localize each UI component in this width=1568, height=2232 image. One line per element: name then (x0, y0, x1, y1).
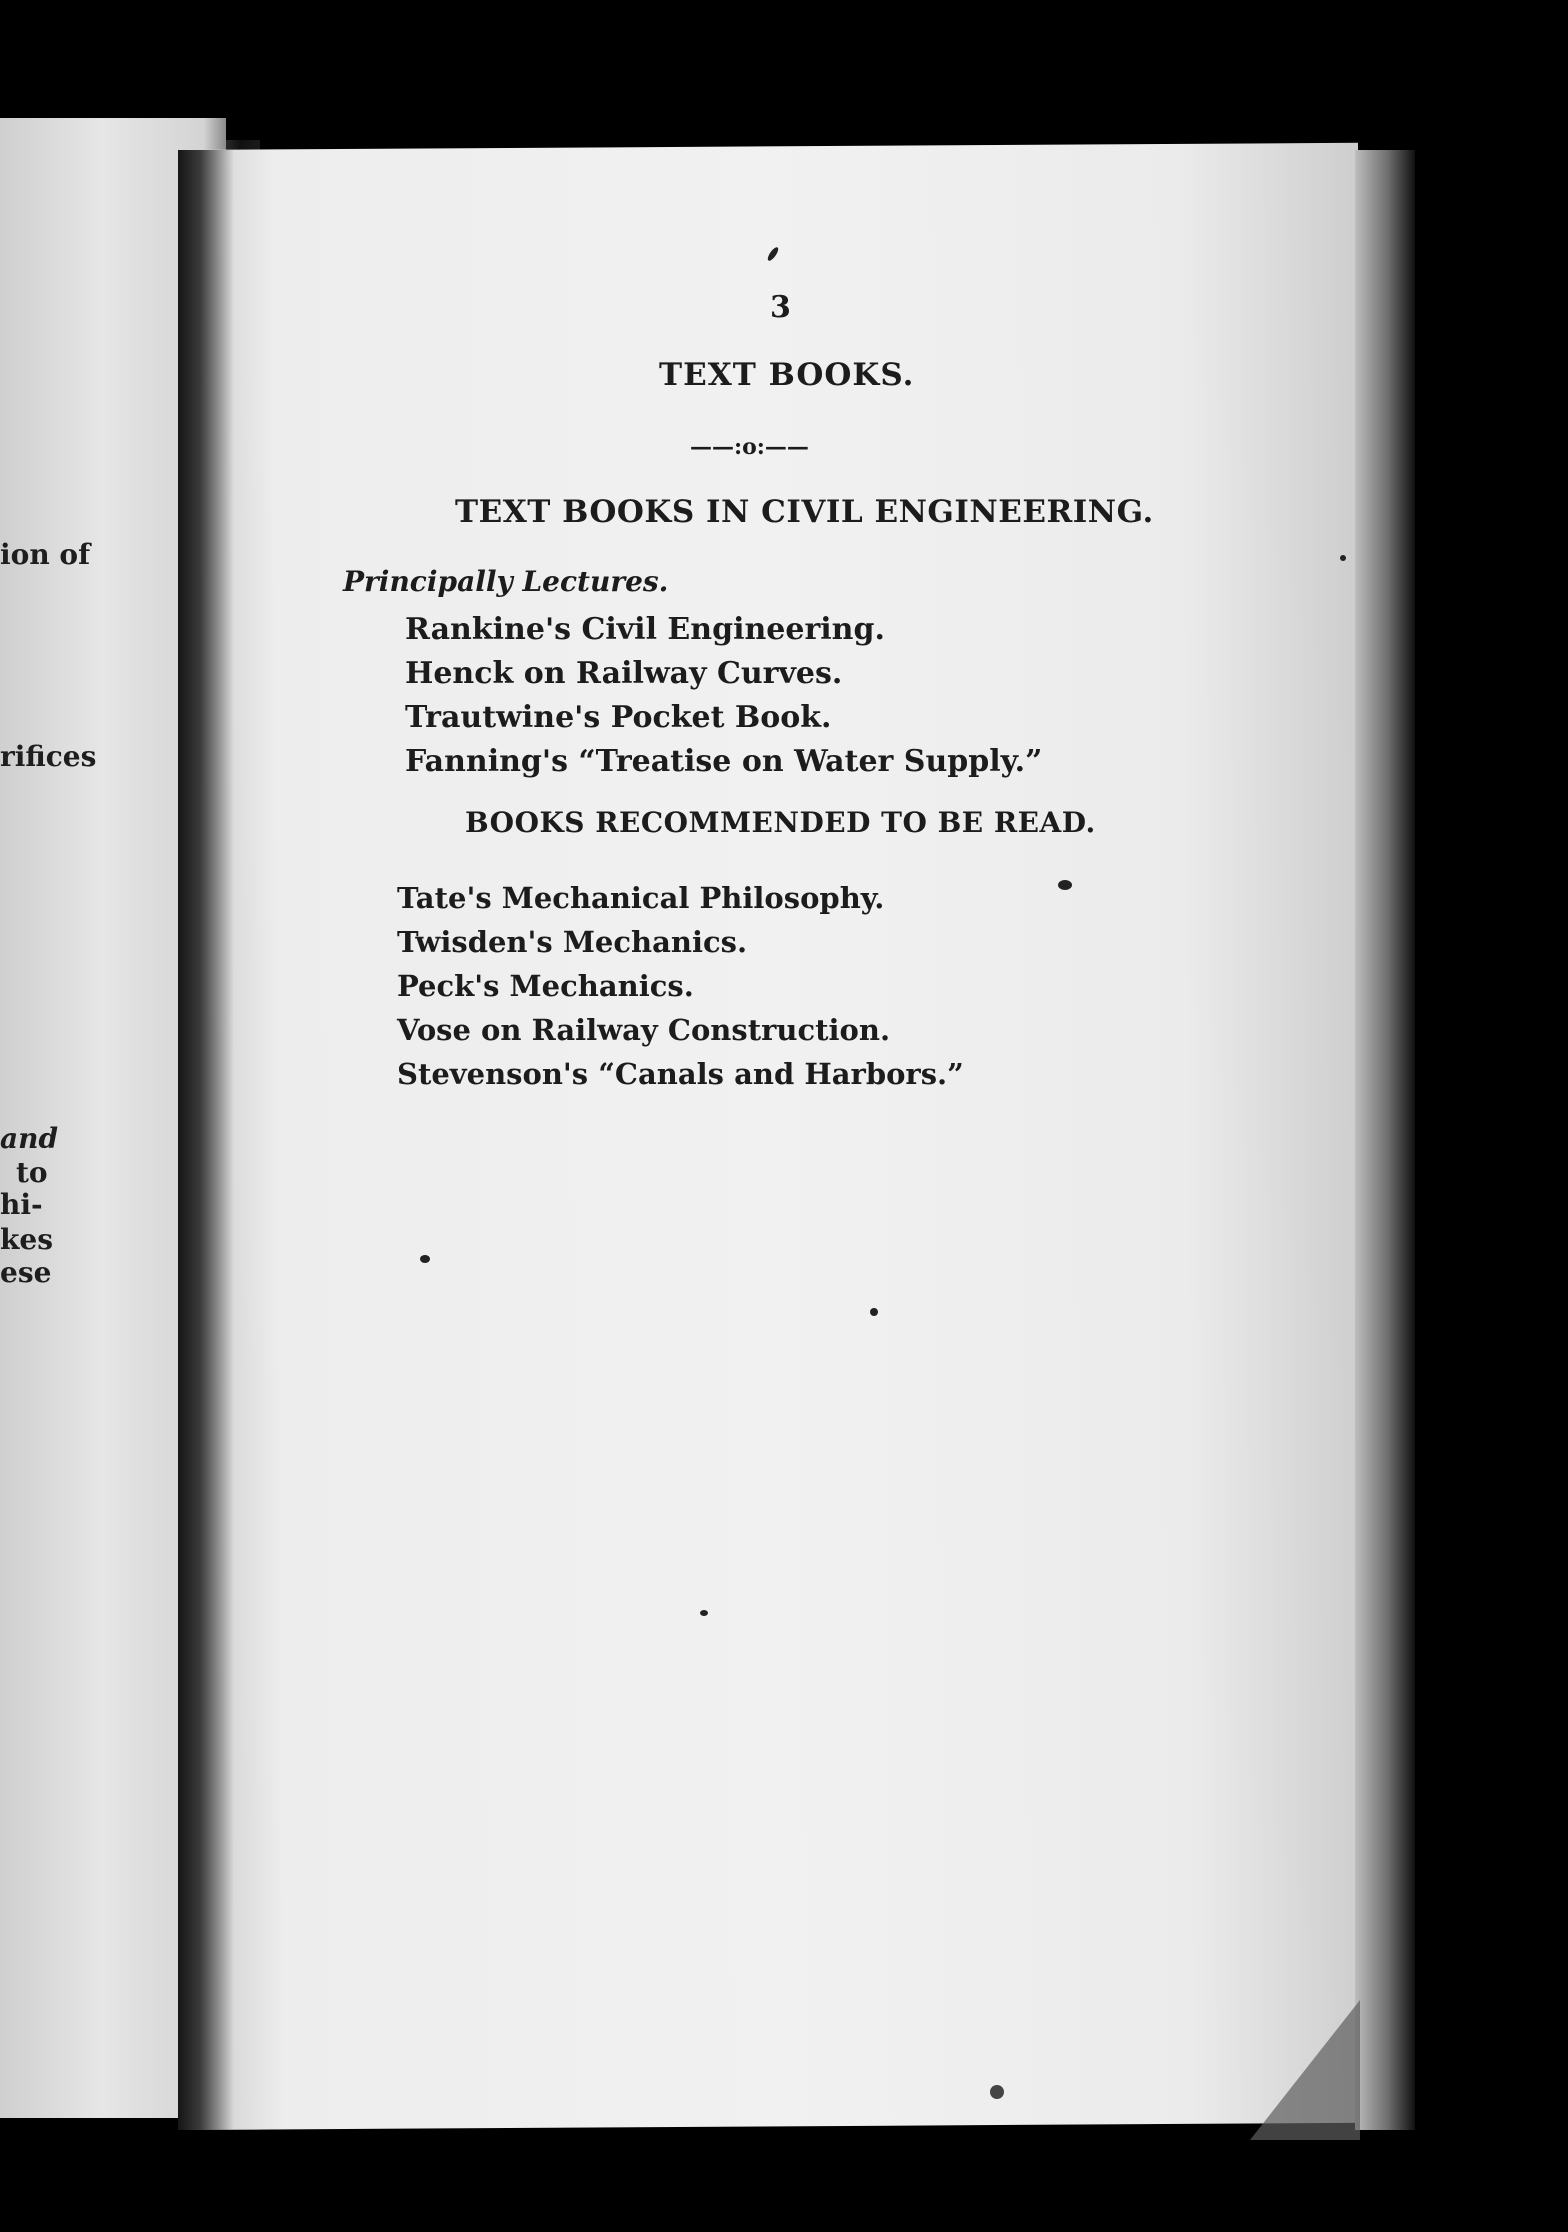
left-page-fragment: rifices (0, 740, 97, 773)
subheading-principally-lectures: Principally Lectures. (343, 565, 669, 598)
title-ornament: ——:o:—— (690, 434, 809, 460)
civil-engineering-book-list (405, 608, 1042, 784)
list-item: Fanning's “Treatise on Water Supply.” (405, 744, 1043, 779)
scan-speck (700, 1610, 708, 1616)
list-item: Tate's Mechanical Philosophy. (397, 881, 885, 915)
list-item: Peck's Mechanics. (397, 969, 694, 1003)
scan-speck (870, 1308, 878, 1316)
page-edge-shadow (1355, 150, 1415, 2130)
recommended-book-list (397, 876, 964, 1096)
page-number: 3 (770, 290, 791, 325)
section-heading-civil-engineering: TEXT BOOKS IN CIVIL ENGINEERING. (455, 494, 1154, 530)
section-heading-recommended: BOOKS RECOMMENDED TO BE READ. (465, 806, 1096, 839)
left-page-fragment: ese (0, 1256, 52, 1289)
scan-speck (990, 2085, 1004, 2099)
list-item: Vose on Railway Construction. (397, 1013, 891, 1047)
scan-speck (1340, 555, 1346, 561)
scan-speck (420, 1255, 430, 1263)
page-corner-fold (1250, 2000, 1360, 2140)
left-page-fragment: and (0, 1122, 59, 1155)
list-item: Rankine's Civil Engineering. (405, 612, 885, 647)
gutter-shadow (178, 150, 234, 2130)
page-title: TEXT BOOKS. (659, 357, 915, 393)
list-item: Stevenson's “Canals and Harbors.” (397, 1057, 964, 1091)
left-page-fragment: to (16, 1156, 48, 1189)
scan-speck (1058, 880, 1072, 890)
list-item: Twisden's Mechanics. (397, 925, 748, 959)
left-page-fragment: hi- (0, 1188, 43, 1221)
list-item: Trautwine's Pocket Book. (405, 700, 832, 735)
left-page-fragment: kes (0, 1223, 53, 1256)
left-page-fragment: ion of (0, 538, 91, 571)
list-item: Henck on Railway Curves. (405, 656, 843, 691)
